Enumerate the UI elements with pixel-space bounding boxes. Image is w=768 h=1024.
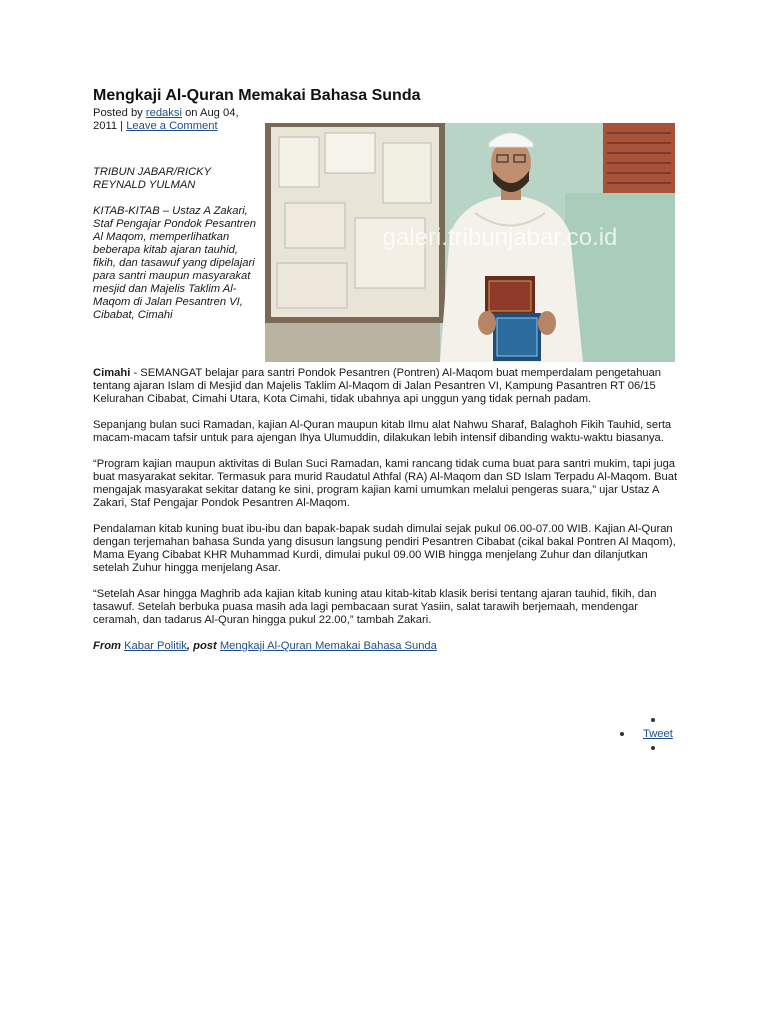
- post-label: , post: [186, 640, 217, 652]
- paragraph-2: Sepanjang bulan suci Ramadan, kajian Al-Quran maupun kitab Ilmu alat Nahwu Sharaf, Balaghoh Fikih Tauhid, serta macam-macam tafsir untuk para ajengan Ihya Ulumuddin, dilakukan lebih intensif dibanding waktu-waktu biasanya.: [93, 419, 672, 444]
- photo-watermark: galeri.tribunjabar.co.id: [382, 224, 618, 251]
- post-year: 2011: [93, 120, 118, 132]
- source-link[interactable]: Kabar Politik: [124, 640, 187, 652]
- share-item-tweet: [620, 727, 690, 741]
- bullet-icon: [651, 746, 655, 750]
- from-label: From: [93, 640, 121, 652]
- photo-caption: [93, 166, 263, 335]
- article-photo: [265, 123, 675, 362]
- share-item-empty-1: [620, 713, 690, 727]
- post-date: on Aug 04,: [185, 107, 239, 119]
- caption-text: KITAB-KITAB – Ustaz A Zakari, Staf Pengajar Pondok Pesantren Al Maqom, memperlihatkan beberapa kitab ajaran tauhid, fikih, dan tasawuf yang dipelajari para santri maupun masyarakat mesjid dan Majelis Taklim Al-Maqom di Jalan Pesantren VI, Cibabat, Cimahi: [93, 205, 256, 321]
- tweet-link[interactable]: Tweet: [643, 728, 673, 740]
- article-body: [93, 367, 678, 666]
- photo-credit: TRIBUN JABAR/RICKY REYNALD YULMAN: [93, 166, 211, 191]
- paragraph-1: [93, 367, 678, 406]
- bullet-icon: [620, 732, 624, 736]
- paragraph-3: “Program kajian maupun aktivitas di Bulan Suci Ramadan, kami rancang tidak cuma buat para santri mukim, tapi juga buat masyarakat sekitar. Termasuk para murid Raudatul Athfal (RA) Al-Maqom dan SD Islam Terpadu Al-Maqom. Buat mengajak masyarakat sekitar datang ke sini, program kajian kami umumkan melalui pengeras suara,” ujar Ustaz A Zakari, Staf Pengajar Pondok Pesantren Al-Maqom.: [93, 458, 678, 509]
- author-link[interactable]: redaksi: [145, 107, 182, 119]
- bullet-icon: [651, 718, 655, 722]
- paragraph-4: Pendalaman kitab kuning buat ibu-ibu dan bapak-bapak sudah dimulai sejak pukul 06.00-07.00 WIB. Kajian Al-Quran dengan terjemahan bahasa Sunda yang disusun langsung pendiri Pesantren Cibabat (cikal bakal Pontren Al Maqom), Mama Eyang Cibabat KHR Muhammad Kurdi, dimulai pukul 09.00 WIB hingga menjelang Zuhur dan dilanjutkan setelah Zuhur hingga menjelang Asar.: [93, 523, 676, 574]
- paragraph-1-text: - SEMANGAT belajar para santri Pondok Pesantren (Pontren) Al-Maqom buat memperdalam pengetahuan tentang ajaran Islam di Mesjid dan Majelis Taklim Al-Maqom di Jalan Pesantren VI, Kampung Pasantren RT 06/15 Kelurahan Cibabat, Cimahi Utara, Kota Cimahi, tidak ubahnya api unggun yang tidak pernah padam.: [93, 367, 661, 405]
- paragraph-5: “Setelah Asar hingga Maghrib ada kajian kitab kuning atau kitab-kitab klasik berisi tentang ajaran tauhid, fikih, dan tasawuf. Setelah berbuka puasa masih ada lagi pembacaan surat Yasiin, salat tarawih berjemaah, mendengar ceramah, dan tadarus Al-Quran hingga pukul 22.00,” tambah Zakari.: [93, 588, 657, 626]
- meta-separator: |: [120, 120, 124, 132]
- dateline: Cimahi: [93, 367, 131, 379]
- source-line: [93, 640, 678, 653]
- photo-illustration: [265, 123, 675, 362]
- post-meta: [93, 107, 263, 133]
- leave-comment-link[interactable]: Leave a Comment: [126, 120, 218, 132]
- article-title: Mengkaji Al-Quran Memakai Bahasa Sunda: [93, 87, 421, 104]
- share-item-empty-2: [620, 741, 690, 755]
- post-link[interactable]: Mengkaji Al-Quran Memakai Bahasa Sunda: [219, 640, 437, 652]
- posted-by-label: Posted by: [93, 107, 143, 119]
- share-list: [620, 713, 690, 755]
